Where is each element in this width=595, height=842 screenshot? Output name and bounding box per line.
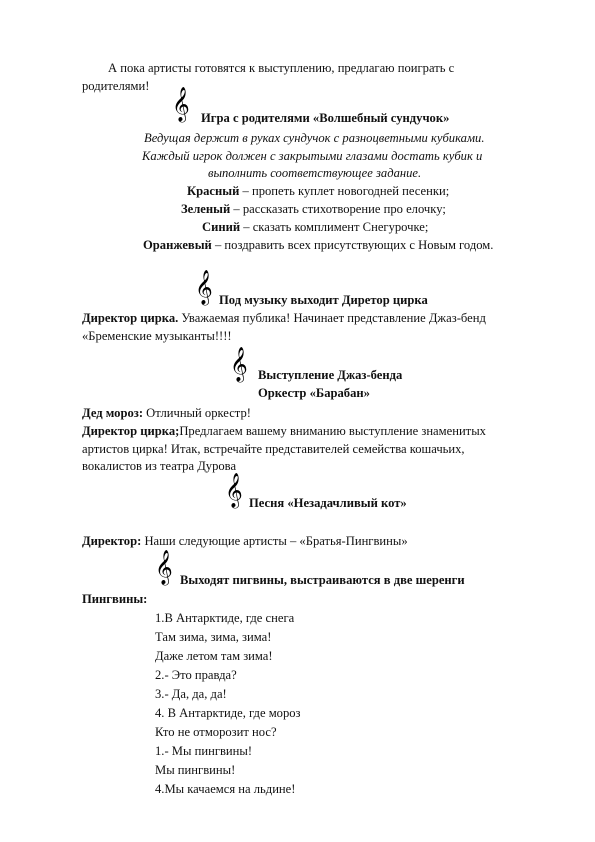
- game-description-1: Ведущая держит в руках сундучок с разноцветными кубиками.: [144, 131, 485, 145]
- treble-clef-icon: 𝄞: [172, 87, 190, 122]
- treble-clef-icon: 𝄞: [225, 473, 243, 508]
- speech-text: Уважаемая публика! Начинает представление Джаз-бенд: [178, 311, 486, 325]
- director2-speech-line-2: артистов цирка! Итак, встречайте представителей семейства кошачьих,: [82, 442, 465, 456]
- speaker-name: Директор цирка.: [82, 311, 179, 325]
- intro-line-1: А пока артисты готовятся к выступлению, предлагаю поиграть с: [108, 61, 455, 75]
- jazz-title-2: Оркестр «Барабан»: [258, 386, 370, 400]
- rule-color: Оранжевый: [143, 238, 212, 252]
- director-speech: [82, 310, 486, 326]
- rule-orange: [143, 237, 493, 253]
- intro-line-2: родителями!: [82, 79, 150, 93]
- rule-green: [181, 201, 446, 217]
- director-speech-line-2: «Бременские музыканты!!!!: [82, 329, 232, 343]
- rule-task: – пропеть куплет новогодней песенки;: [239, 184, 450, 198]
- penguins-label: Пингвины:: [82, 592, 148, 606]
- speech-text: Наши следующие артисты – «Братья-Пингвины»: [141, 534, 408, 548]
- treble-clef-icon: 𝄞: [230, 347, 248, 382]
- speaker-name: Дед мороз:: [82, 406, 144, 420]
- director-enter-title: Под музыку выходит Диретор цирка: [219, 293, 428, 307]
- poem-line: 1.- Мы пингвины!: [155, 744, 253, 758]
- poem-line: Мы пингвины!: [155, 763, 236, 777]
- rule-red: [187, 183, 449, 199]
- poem-line: 3.- Да, да, да!: [155, 687, 227, 701]
- speech-text: Предлагаем вашему вниманию выступление знаменитых: [179, 424, 486, 438]
- rule-task: – сказать комплимент Снегурочке;: [240, 220, 429, 234]
- rule-task: – рассказать стихотворение про елочку;: [230, 202, 446, 216]
- game-description-2: Каждый игрок должен с закрытыми глазами достать кубик и: [142, 149, 483, 163]
- speaker-name: Директор цирка;: [82, 424, 180, 438]
- director2-speech: [82, 423, 486, 439]
- penguins-enter-title: Выходят пигвины, выстраиваются в две шеренги: [180, 573, 465, 587]
- ded-moroz-speech: [82, 405, 251, 421]
- game-title: Игра с родителями «Волшебный сундучок»: [201, 111, 450, 125]
- poem-line: Даже летом там зима!: [155, 649, 273, 663]
- poem-line: Кто не отморозит нос?: [155, 725, 277, 739]
- speech-text: Отличный оркестр!: [143, 406, 251, 420]
- poem-line: Там зима, зима, зима!: [155, 630, 272, 644]
- poem-line: 4. В Антарктиде, где мороз: [155, 706, 301, 720]
- rule-task: – поздравить всех присутствующих с Новым годом.: [211, 238, 494, 252]
- rule-color: Зеленый: [181, 202, 231, 216]
- poem-line: 4.Мы качаемся на льдине!: [155, 782, 296, 796]
- song-title: Песня «Незадачливый кот»: [249, 496, 407, 510]
- speaker-name: Директор:: [82, 534, 142, 548]
- director2-speech-line-3: вокалистов из театра Дурова: [82, 459, 237, 473]
- treble-clef-icon: 𝄞: [195, 270, 213, 305]
- rule-blue: [202, 219, 428, 235]
- jazz-title-1: Выступление Джаз-бенда: [258, 368, 403, 382]
- treble-clef-icon: 𝄞: [155, 550, 173, 585]
- rule-color: Синий: [202, 220, 241, 234]
- director3-speech: [82, 533, 408, 549]
- poem-line: 1.В Антарктиде, где снега: [155, 611, 295, 625]
- game-description-3: выполнить соответствующее задание.: [208, 166, 422, 180]
- rule-color: Красный: [187, 184, 240, 198]
- poem-line: 2.- Это правда?: [155, 668, 237, 682]
